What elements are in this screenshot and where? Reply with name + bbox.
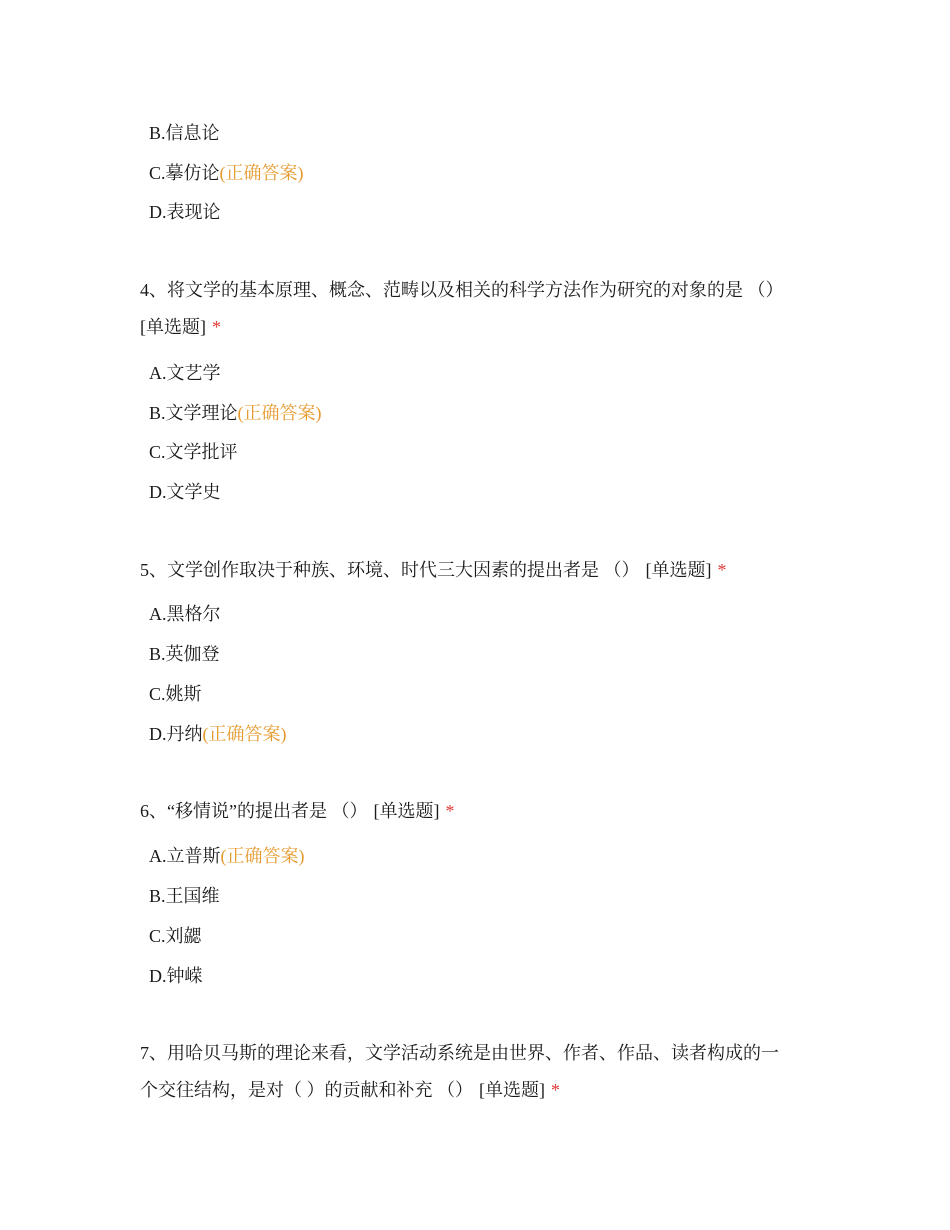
question-type: [单选题] bbox=[373, 801, 440, 821]
correct-answer-tag: (正确答案) bbox=[220, 846, 305, 866]
option-item[interactable] bbox=[149, 963, 203, 989]
option-label: A.黑格尔 bbox=[149, 604, 221, 624]
option-label: D.表现论 bbox=[149, 202, 221, 222]
option-item[interactable] bbox=[149, 883, 220, 909]
option-label: C.摹仿论 bbox=[149, 163, 220, 183]
option-label: B.信息论 bbox=[149, 123, 220, 143]
question-meta bbox=[140, 314, 221, 340]
option-label: D.丹纳 bbox=[149, 724, 203, 744]
option-item[interactable] bbox=[149, 479, 221, 505]
question-text: 文学创作取决于种族、环境、时代三大因素的提出者是 （） bbox=[167, 560, 640, 580]
question-number: 6、 bbox=[140, 801, 167, 821]
question-type: [单选题] bbox=[140, 317, 206, 337]
option-label: B.王国维 bbox=[149, 886, 220, 906]
option-item[interactable] bbox=[149, 360, 221, 386]
option-label: A.文艺学 bbox=[149, 363, 221, 383]
option-item[interactable] bbox=[149, 721, 287, 747]
option-label: A.立普斯 bbox=[149, 846, 221, 866]
question-number: 4、 bbox=[140, 280, 167, 300]
correct-answer-tag: (正确答案) bbox=[219, 163, 304, 183]
option-item[interactable] bbox=[149, 641, 220, 667]
question-title bbox=[140, 1040, 779, 1066]
option-item[interactable] bbox=[149, 681, 202, 707]
question-title-continued bbox=[140, 1077, 560, 1103]
question-type: [单选题] bbox=[479, 1080, 545, 1100]
question-title bbox=[140, 277, 784, 303]
question-title bbox=[140, 557, 727, 583]
question-number: 5、 bbox=[140, 560, 167, 580]
required-marker: * bbox=[717, 560, 727, 580]
question-number: 7、 bbox=[140, 1043, 167, 1063]
question-title bbox=[140, 798, 454, 824]
option-item[interactable] bbox=[149, 923, 202, 949]
option-item[interactable] bbox=[149, 400, 322, 426]
question-type: [单选题] bbox=[645, 560, 712, 580]
question-text: 用哈贝马斯的理论来看，文学活动系统是由世界、作者、作品、读者构成的一 bbox=[167, 1043, 779, 1063]
option-item[interactable] bbox=[149, 439, 238, 465]
option-label: C.姚斯 bbox=[149, 684, 202, 704]
correct-answer-tag: (正确答案) bbox=[202, 724, 287, 744]
option-item[interactable] bbox=[149, 120, 220, 146]
question-text: “移情说”的提出者是 （） bbox=[167, 801, 368, 821]
option-item[interactable] bbox=[149, 601, 221, 627]
required-marker: * bbox=[551, 1080, 560, 1100]
option-label: D.钟嵘 bbox=[149, 966, 203, 986]
question-text: 个交往结构，是对（ ）的贡献和补充 （） bbox=[140, 1080, 473, 1100]
option-label: C.文学批评 bbox=[149, 442, 238, 462]
option-label: B.英伽登 bbox=[149, 644, 220, 664]
option-item[interactable] bbox=[149, 160, 304, 186]
option-item[interactable] bbox=[149, 199, 221, 225]
option-label: C.刘勰 bbox=[149, 926, 202, 946]
required-marker: * bbox=[212, 317, 221, 337]
option-label: D.文学史 bbox=[149, 482, 221, 502]
option-label: B.文学理论 bbox=[149, 403, 238, 423]
required-marker: * bbox=[445, 801, 455, 821]
correct-answer-tag: (正确答案) bbox=[237, 403, 322, 423]
question-text: 将文学的基本原理、概念、范畴以及相关的科学方法作为研究的对象的是 （） bbox=[167, 280, 784, 300]
option-item[interactable] bbox=[149, 843, 305, 869]
